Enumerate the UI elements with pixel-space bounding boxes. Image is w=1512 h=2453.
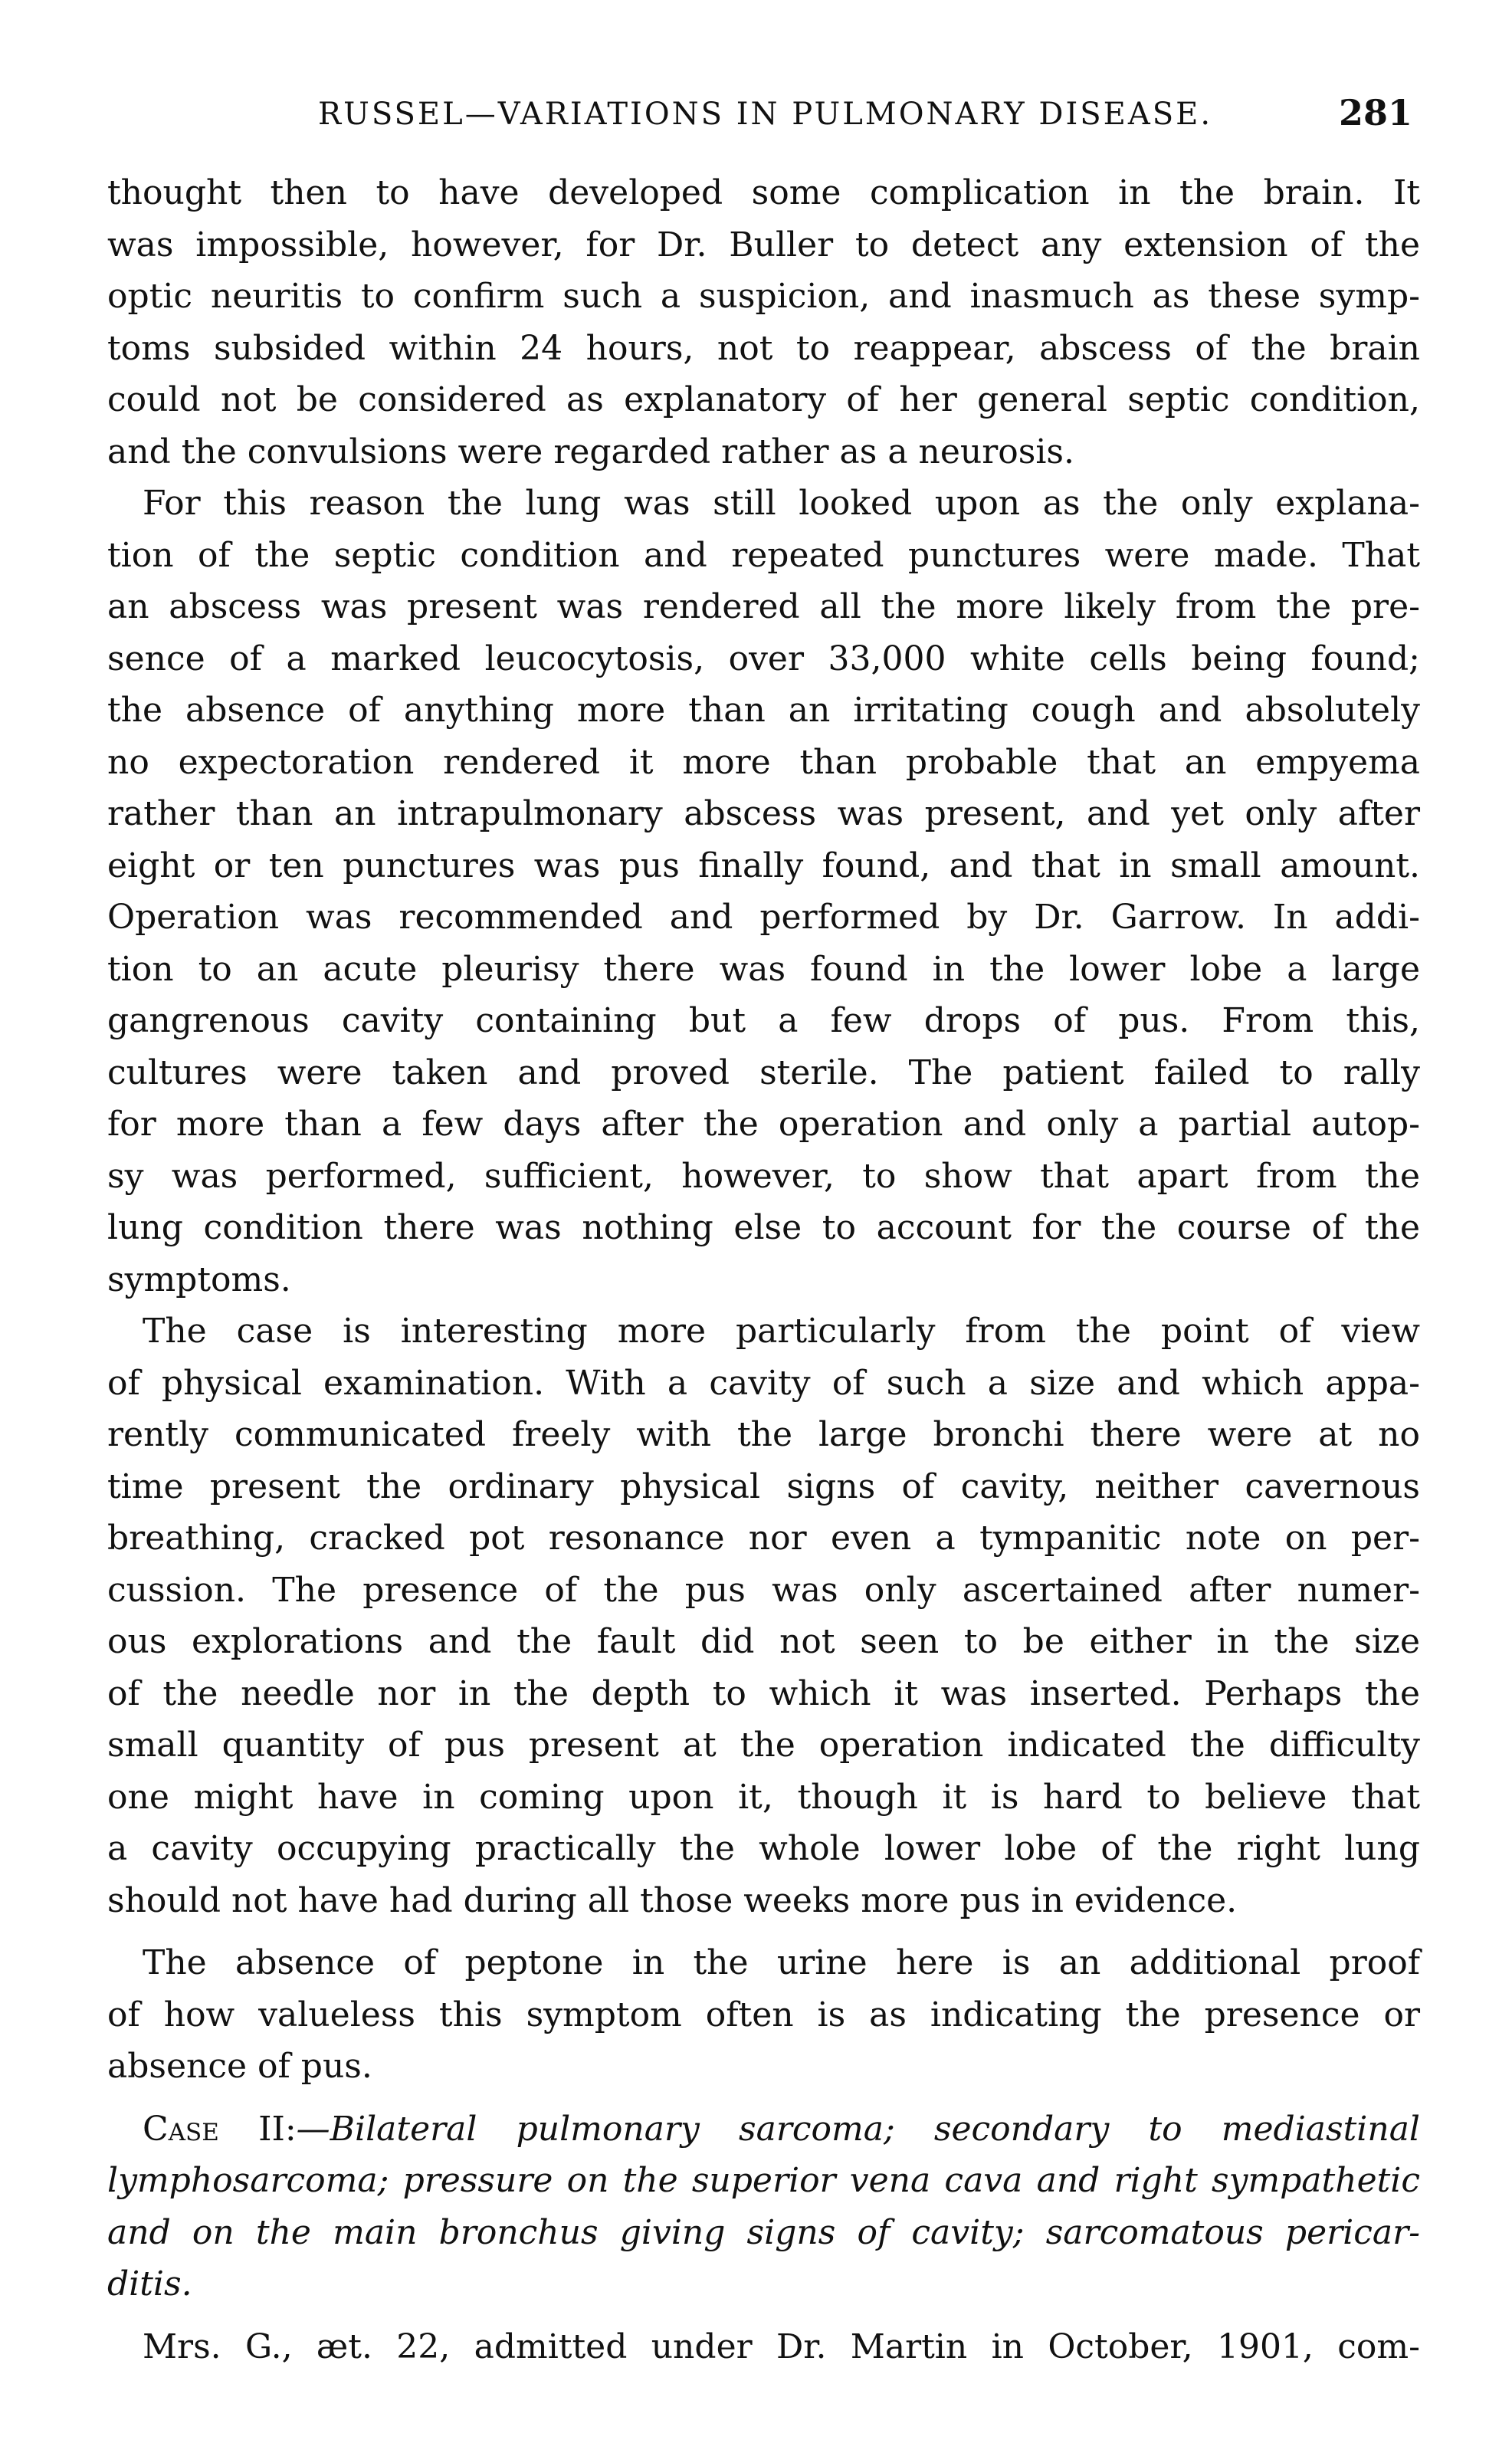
text-line: time present the ordinary physical signs of cavity, neither cavernous [107, 1466, 1420, 1506]
text-line: sence of a marked leucocytosis, over 33,000 white cells being found; [107, 639, 1420, 678]
paragraph-2 [107, 478, 1420, 1305]
text-line: absence of pus. [107, 2047, 372, 2086]
text-line: gangrenous cavity containing but a few drops of pus. From this, [107, 1001, 1420, 1040]
text-line: The case is interesting more particularly from the point of view [143, 1312, 1420, 1351]
text-line: of physical examination. With a cavity of such a size and which appa- [107, 1363, 1420, 1403]
paragraph-1 [107, 167, 1420, 478]
running-title: RUSSEL—VARIATIONS IN PULMONARY DISEASE. [318, 97, 1213, 132]
paragraph-5 [107, 2321, 1420, 2373]
text-line: was impossible, however, for Dr. Buller to detect any extension of the [107, 225, 1420, 264]
text-line: one might have in coming upon it, though it is hard to believe that [107, 1777, 1420, 1817]
case-description-line: lymphosarcoma; pressure on the superior vena cava and right sympathetic [107, 2161, 1420, 2200]
text-line: of the needle nor in the depth to which it was inserted. Perhaps the [107, 1673, 1420, 1713]
text-line: the absence of anything more than an irritating cough and absolutely [107, 691, 1420, 730]
text-line: lung condition there was nothing else to account for the course of the [107, 1208, 1420, 1247]
text-line: cultures were taken and proved sterile. The patient failed to rally [107, 1052, 1420, 1092]
text-line: symptoms. [107, 1259, 291, 1299]
text-line: thought then to have developed some complication in the brain. It [107, 173, 1420, 212]
page-number: 281 [1338, 92, 1412, 133]
text-line: an abscess was present was rendered all the more likely from the pre- [107, 587, 1420, 626]
case-heading-line [107, 2103, 1420, 2156]
case-description-line: ditis. [107, 2264, 192, 2304]
text-line: rently communicated freely with the large bronchi there were at no [107, 1415, 1420, 1454]
text-line: Mrs. G., æt. 22, admitted under Dr. Martin in October, 1901, com- [143, 2327, 1420, 2366]
case-description: —Bilateral pulmonary sarcoma; secondary to mediastinal [296, 2109, 1420, 2149]
text-line: Operation was recommended and performed by Dr. Garrow. In addi- [107, 898, 1420, 937]
running-head [107, 92, 1420, 146]
case-heading [107, 2103, 1420, 2310]
text-line: no expectoration rendered it more than probable that an empyema [107, 742, 1420, 782]
text-line: tion of the septic condition and repeated punctures were made. That [107, 535, 1420, 575]
text-line: toms subsided within 24 hours, not to reappear, abscess of the brain [107, 328, 1420, 368]
text-line: optic neuritis to confirm such a suspicion, and inasmuch as these symp- [107, 277, 1420, 316]
case-label: Case II: [143, 2109, 297, 2149]
body-text [107, 167, 1420, 2373]
text-line: eight or ten punctures was pus finally found, and that in small amount. [107, 846, 1420, 885]
text-line: For this reason the lung was still looked upon as the only explana- [143, 484, 1420, 523]
text-line: and the convulsions were regarded rather as a neurosis. [107, 432, 1074, 471]
text-line: a cavity occupying practically the whole lower lobe of the right lung [107, 1829, 1420, 1868]
text-line: The absence of peptone in the urine here is an additional proof [143, 1943, 1420, 1982]
text-line: for more than a few days after the operation and only a partial autop- [107, 1105, 1420, 1144]
text-line: could not be considered as explanatory of her general septic condition, [107, 380, 1420, 419]
case-description-line: and on the main bronchus giving signs of cavity; sarcomatous pericar- [107, 2212, 1420, 2252]
text-line: cussion. The presence of the pus was only ascertained after numer- [107, 1570, 1420, 1610]
paragraph-3 [107, 1305, 1420, 1926]
text-line: sy was performed, sufficient, however, to show that apart from the [107, 1156, 1420, 1196]
text-line: should not have had during all those weeks more pus in evidence. [107, 1880, 1238, 1920]
text-line: small quantity of pus present at the operation indicated the difficulty [107, 1726, 1420, 1765]
text-line: breathing, cracked pot resonance nor even a tympanitic note on per- [107, 1519, 1420, 1558]
text-line: of how valueless this symptom often is as indicating the presence or [107, 1995, 1420, 2034]
text-line: tion to an acute pleurisy there was found in the lower lobe a large [107, 949, 1420, 989]
text-line: ous explorations and the fault did not seen to be either in the size [107, 1622, 1420, 1661]
text-line: rather than an intrapulmonary abscess was present, and yet only after [107, 794, 1420, 833]
paragraph-4 [107, 1937, 1420, 2093]
